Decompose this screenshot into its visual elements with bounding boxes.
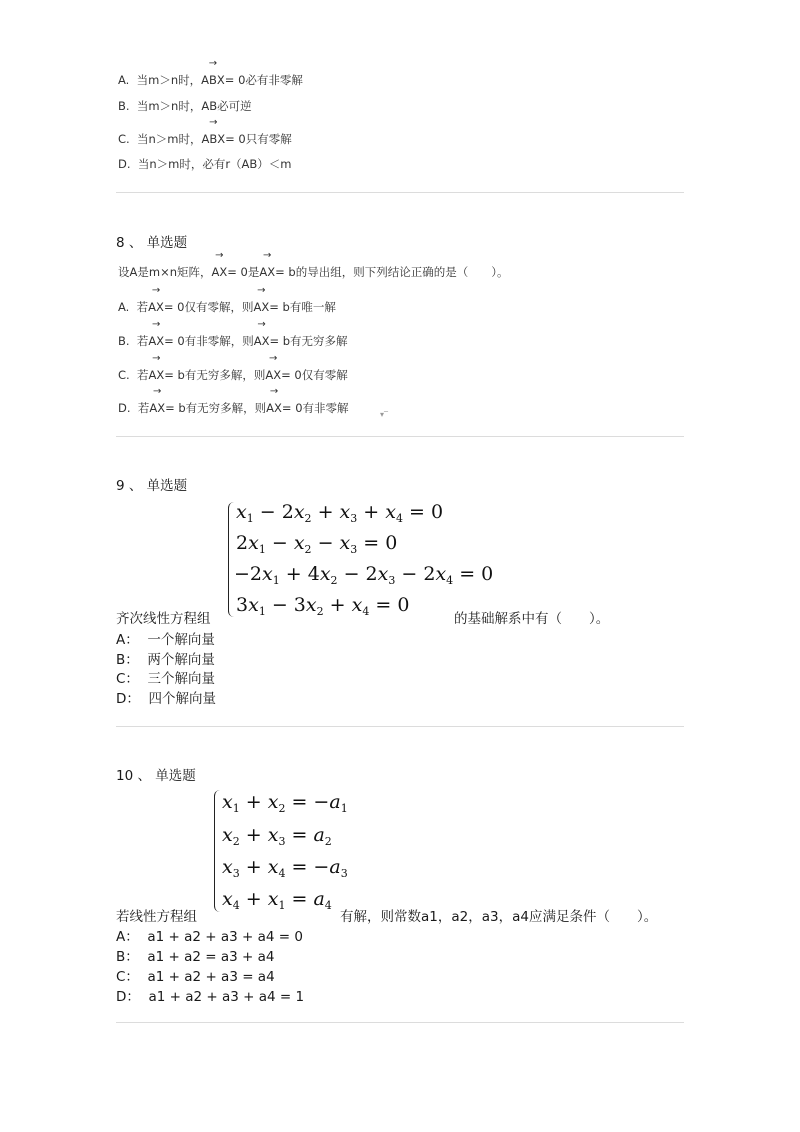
q10-equation-2: $x_2 + x_3 = a_2$ (222, 824, 332, 848)
vector-expression: → AX (266, 401, 282, 415)
q10-equation-1: $x_1 + x_2 = -a_1$ (222, 791, 348, 815)
q8-option-c[interactable]: C. 若→ AX= b有无穷多解，则→ AX= 0仅有零解 (118, 367, 348, 383)
option-letter: B： (116, 949, 139, 965)
q9-header: 9 、 单选题 (116, 478, 188, 494)
q9-option-c[interactable]: C： 三个解向量 (116, 671, 216, 687)
q9-stem-after: 的基础解系中有（ ）。 (454, 611, 610, 627)
option-letter: B： (116, 652, 139, 668)
q9-equation-4: $3x_1 - 3x_2 + x_4 = 0$ (236, 594, 410, 618)
q10-header: 10 、 单选题 (116, 768, 196, 784)
q10-option-b[interactable]: B： a1 + a2 = a3 + a4 (116, 949, 275, 965)
vector-expression: → AX (148, 334, 164, 348)
q10-option-a[interactable]: A： a1 + a2 + a3 + a4 = 0 (116, 929, 303, 945)
option-letter: C： (116, 969, 139, 985)
q10-stem-after: 有解，则常数a1，a2，a3，a4应满足条件（ ）。 (340, 909, 658, 925)
option-letter: A： (116, 632, 139, 648)
vector-expression: → AX (254, 334, 270, 348)
q7-option-d[interactable]: D. 当n＞m时，必有r（AB）＜m (118, 157, 292, 171)
q8-header: 8 、 单选题 (116, 235, 188, 251)
vector-expression: → AX (149, 368, 165, 382)
q9-stem-before: 齐次线性方程组 (116, 611, 211, 627)
option-letter: B. (118, 334, 130, 348)
option-letter: C： (116, 671, 139, 687)
q10-option-d[interactable]: D： a1 + a2 + a3 + a4 = 1 (116, 989, 305, 1005)
option-letter: D. (118, 401, 131, 415)
q9-option-d[interactable]: D： 四个解向量 (116, 691, 216, 707)
vector-expression: → AX (265, 368, 281, 382)
vector-expression: → AX (254, 300, 270, 314)
vector-expression: → ABX (202, 132, 226, 146)
q8-option-d[interactable]: D. 若→ AX= b有无穷多解，则→ AX= 0有非零解 (118, 400, 349, 416)
q9-equation-1: $x_1 - 2x_2 + x_3 + x_4 = 0$ (236, 501, 444, 525)
q10-equation-3: $x_3 + x_4 = -a_3$ (222, 856, 348, 880)
option-letter: A. (118, 73, 130, 87)
q10-option-c[interactable]: C： a1 + a2 + a3 = a4 (116, 969, 275, 985)
divider (116, 192, 684, 193)
option-letter: C. (118, 368, 130, 382)
option-letter: D： (116, 691, 140, 707)
q10-stem-before: 若线性方程组 (116, 909, 197, 925)
q7-option-a[interactable]: A. 当m＞n时，→ ABX= 0必有非零解 (118, 72, 303, 88)
option-letter: C. (118, 132, 130, 146)
q8-stem: 设A是m×n矩阵，→ AX= 0是→ AX= b的导出组，则下列结论正确的是（ ）。 (118, 264, 508, 280)
vector-expression: → AX (259, 265, 275, 279)
q7-option-c[interactable]: C. 当n＞m时，→ ABX= 0只有零解 (118, 131, 292, 147)
option-letter: A. (118, 300, 130, 314)
vector-expression: → AX (212, 265, 228, 279)
option-letter: A： (116, 929, 139, 945)
q9-equation-2: $2x_1 - x_2 - x_3 = 0$ (236, 532, 398, 556)
q9-equation-3: $-2x_1 + 4x_2 - 2x_3 - 2x_4 = 0$ (234, 563, 494, 587)
vector-expression: → AX (149, 401, 165, 415)
divider (116, 1022, 684, 1023)
divider (116, 726, 684, 727)
q8-option-b[interactable]: B. 若→ AX= 0有非零解，则→ AX= b有无穷多解 (118, 333, 348, 349)
vector-expression: → AX (148, 300, 164, 314)
q9-option-b[interactable]: B： 两个解向量 (116, 652, 215, 668)
q9-option-a[interactable]: A： 一个解向量 (116, 632, 215, 648)
option-letter: D： (116, 989, 140, 1005)
q10-equation-4: $x_4 + x_1 = a_4$ (222, 888, 332, 912)
option-letter: D. (118, 157, 131, 171)
option-letter: B. (118, 99, 130, 113)
q7-option-b[interactable]: B. 当m＞n时，AB必可逆 (118, 99, 252, 113)
q8-option-a[interactable]: A. 若→ AX= 0仅有零解，则→ AX= b有唯一解 (118, 299, 336, 315)
scan-artifact: ▾‾ (380, 410, 389, 419)
divider (116, 436, 684, 437)
vector-expression: → ABX (201, 73, 225, 87)
